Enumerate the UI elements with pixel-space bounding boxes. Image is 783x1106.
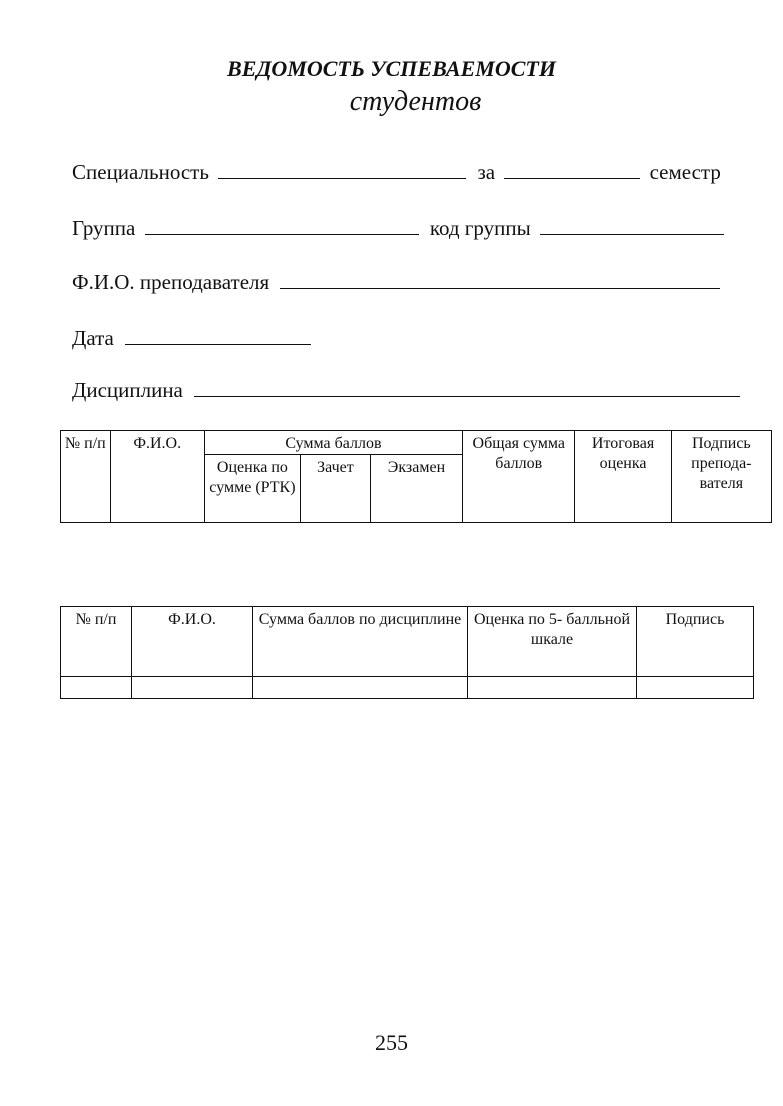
group-code-label: код группы bbox=[429, 216, 531, 240]
specialty-row bbox=[72, 158, 721, 185]
table1-exam-header: Экзамен bbox=[370, 455, 462, 523]
table1-header-row bbox=[61, 431, 772, 455]
group-code-field[interactable] bbox=[540, 214, 724, 235]
discipline-row bbox=[72, 376, 740, 403]
table2-num-header: № п/п bbox=[61, 607, 132, 677]
discipline-field[interactable] bbox=[194, 376, 740, 397]
table2-signature-cell[interactable] bbox=[637, 677, 754, 699]
table1-num-header: № п/п bbox=[61, 431, 111, 523]
discipline-label: Дисциплина bbox=[72, 378, 183, 402]
table1-final-grade-header: Итоговая оценка bbox=[575, 431, 671, 523]
table1-fio-header: Ф.И.О. bbox=[110, 431, 204, 523]
grades-table-2 bbox=[60, 606, 754, 699]
table2-grade5-cell[interactable] bbox=[468, 677, 637, 699]
page-number: 255 bbox=[375, 1030, 408, 1055]
table-row bbox=[61, 677, 754, 699]
table1-score-by-sum-header: Оценка по сумме (РТК) bbox=[204, 455, 300, 523]
table2-score-sum-cell[interactable] bbox=[253, 677, 468, 699]
table2-grade5-header: Оценка по 5- балльной шкале bbox=[468, 607, 637, 677]
table2-num-cell[interactable] bbox=[61, 677, 132, 699]
table2-fio-cell[interactable] bbox=[132, 677, 253, 699]
date-field[interactable] bbox=[125, 324, 311, 345]
table2-score-sum-header: Сумма баллов по дисциплине bbox=[253, 607, 468, 677]
teacher-field[interactable] bbox=[280, 268, 720, 289]
semester-field[interactable] bbox=[504, 158, 640, 179]
table2-fio-header: Ф.И.О. bbox=[132, 607, 253, 677]
teacher-label: Ф.И.О. преподавателя bbox=[72, 270, 270, 294]
table1-signature-header: Подпись препода-вателя bbox=[671, 431, 771, 523]
specialty-field[interactable] bbox=[218, 158, 466, 179]
table1-total-header: Общая сумма баллов bbox=[463, 431, 575, 523]
table2-header-row bbox=[61, 607, 754, 677]
table2-signature-header: Подпись bbox=[637, 607, 754, 677]
specialty-label: Специальность bbox=[72, 160, 209, 184]
document-subtitle: студентов bbox=[349, 86, 482, 117]
group-row bbox=[72, 214, 724, 241]
semester-za-label: за bbox=[477, 160, 496, 184]
date-row bbox=[72, 324, 311, 351]
semester-label: семестр bbox=[649, 160, 721, 184]
table1-credit-header: Зачет bbox=[301, 455, 371, 523]
group-label: Группа bbox=[72, 216, 136, 240]
table1-score-sum-header: Сумма баллов bbox=[204, 431, 462, 455]
date-label: Дата bbox=[72, 326, 114, 350]
teacher-row bbox=[72, 268, 720, 295]
group-field[interactable] bbox=[145, 214, 419, 235]
document-title: ВЕДОМОСТЬ УСПЕВАЕМОСТИ bbox=[227, 56, 556, 81]
grades-table-1 bbox=[60, 430, 772, 523]
